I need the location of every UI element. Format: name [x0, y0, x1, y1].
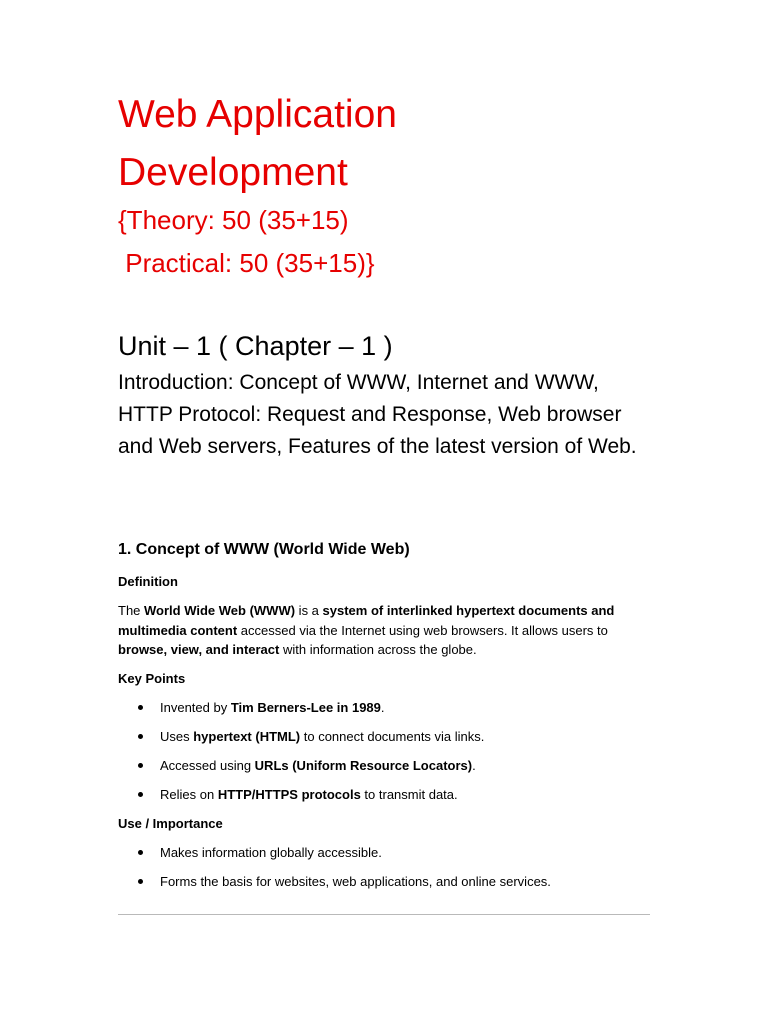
bullet-icon [138, 850, 143, 855]
item-text: . [380, 700, 385, 715]
practical-marks: Practical: 50 (35+15)} [118, 248, 375, 278]
definition-text: is a [295, 603, 323, 618]
use-importance-list [118, 843, 652, 901]
item-bold-text: URLs (Uniform Resource Locators) [254, 758, 473, 773]
bullet-icon [138, 763, 143, 768]
item-text: Invented by [160, 700, 231, 715]
item-bold-text: HTTP/HTTPS protocols [217, 787, 361, 802]
item-text: to transmit data. [360, 787, 458, 802]
item-text: Makes information globally accessible. [160, 845, 382, 860]
item-text: Uses [160, 729, 194, 744]
section-heading: 1. Concept of WWW (World Wide Web) [118, 541, 410, 558]
definition-bold-text: system of interlinked hypertext documents and multimedia content [118, 603, 615, 638]
item-text: . [472, 758, 476, 773]
unit-heading: Unit – 1 ( Chapter – 1 ) [118, 331, 393, 361]
definition-text: with information across the globe. [279, 642, 477, 657]
key-points-list [118, 698, 652, 814]
definition-bold-text: browse, view, and interact [118, 642, 280, 657]
item-text: Accessed using [160, 758, 255, 773]
definition-text: accessed via the Internet using web browsers. It allows users to [237, 622, 608, 638]
bullet-icon [138, 879, 143, 884]
list-item [118, 698, 652, 727]
document-title-line-1: Web Application [118, 93, 397, 136]
item-text: to connect documents via links. [300, 729, 485, 744]
list-item [118, 872, 652, 901]
item-text: Relies on [160, 787, 218, 802]
document-title-line-2: Development [118, 151, 348, 194]
list-item [118, 727, 652, 756]
key-points-label: Key Points [118, 671, 186, 686]
horizontal-divider [118, 914, 650, 915]
item-bold-text: Tim Berners-Lee in 1989 [230, 700, 381, 715]
item-text: Forms the basis for websites, web applications, and online services. [160, 874, 551, 889]
unit-introduction: Introduction: Concept of WWW, Internet and WWW, HTTP Protocol: Request and Response, Web browser and Web servers, Features of the latest version of Web. [118, 371, 637, 458]
bullet-icon [138, 792, 143, 797]
list-item [118, 785, 652, 814]
definition-label: Definition [118, 574, 178, 589]
use-importance-label: Use / Importance [118, 816, 223, 831]
list-item [118, 843, 652, 872]
list-item [118, 756, 652, 785]
theory-marks: {Theory: 50 (35+15) [118, 205, 349, 235]
definition-text: The [118, 603, 145, 618]
bullet-icon [138, 705, 143, 710]
definition-bold-text: World Wide Web (WWW) [144, 603, 296, 618]
bullet-icon [138, 734, 143, 739]
item-bold-text: hypertext (HTML) [193, 729, 301, 744]
definition-paragraph [118, 601, 652, 660]
